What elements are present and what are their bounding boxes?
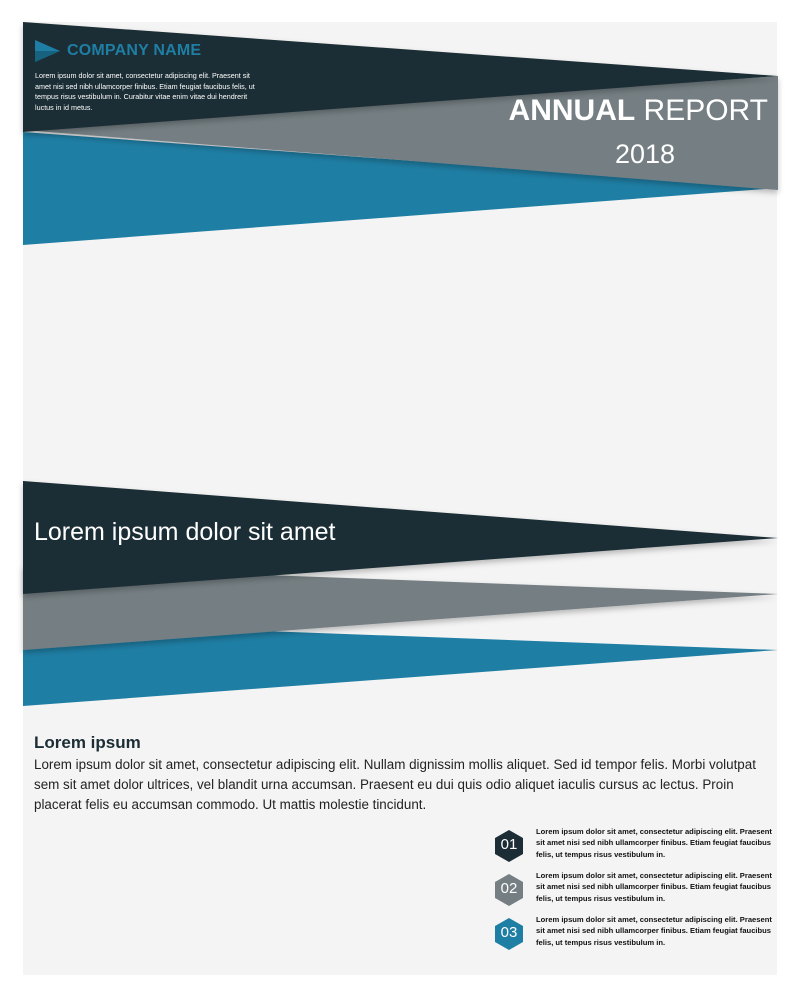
item-number: 01 — [500, 836, 518, 853]
company-name: COMPANY NAME — [67, 42, 202, 59]
band-heading: Lorem ipsum dolor sit amet — [34, 518, 336, 546]
item-text: Lorem ipsum dolor sit amet, consectetur adipiscing elit. Praesent sit amet nisi sed nibh ullamcorper finibus. Etiam feugiat faucibus felis, ut tempus risus vestibulum in. — [536, 827, 772, 859]
list-item-02 — [492, 873, 782, 913]
item-text: Lorem ipsum dolor sit amet, consectetur adipiscing elit. Praesent sit amet nisi sed nibh ullamcorper finibus. Etiam feugiat faucibus felis, ut tempus risus vestibulum in. — [536, 915, 772, 947]
report-year: 2018 — [614, 139, 676, 169]
item-text: Lorem ipsum dolor sit amet, consectetur adipiscing elit. Praesent sit amet nisi sed nibh ullamcorper finibus. Etiam feugiat faucibus felis, ut tempus risus vestibulum in. — [536, 871, 772, 903]
section-heading: Lorem ipsum — [34, 733, 141, 752]
list-item-01 — [492, 829, 782, 869]
company-description: Lorem ipsum dolor sit amet, consectetur adipiscing elit. Praesent sit amet nisi sed nibh ullamcorper finibus. Etiam feugiat faucibus felis, ut tempus risus vestibulum in. Curabitur vitae enim vitae dui hendrerit luctus in id metus. — [35, 71, 255, 112]
section-body: Lorem ipsum dolor sit amet, consectetur adipiscing elit. Nullam dignissim mollis aliquet. Sed id tempor felis. Morbi volutpat sem sit amet dolor ultrices, vel blandit urna accumsan. Praesent eu dui quis odio aliquet iaculis cursus ac lectus. Proin placerat felis eu accumsan commodo. Ut mattis molestie tincidunt. — [34, 757, 756, 812]
item-number: 03 — [500, 924, 518, 941]
item-number: 02 — [500, 880, 518, 897]
report-title-regular: REPORT — [635, 94, 768, 127]
list-item-03 — [492, 917, 782, 957]
report-title — [500, 94, 768, 128]
report-title-bold: ANNUAL — [508, 94, 636, 127]
